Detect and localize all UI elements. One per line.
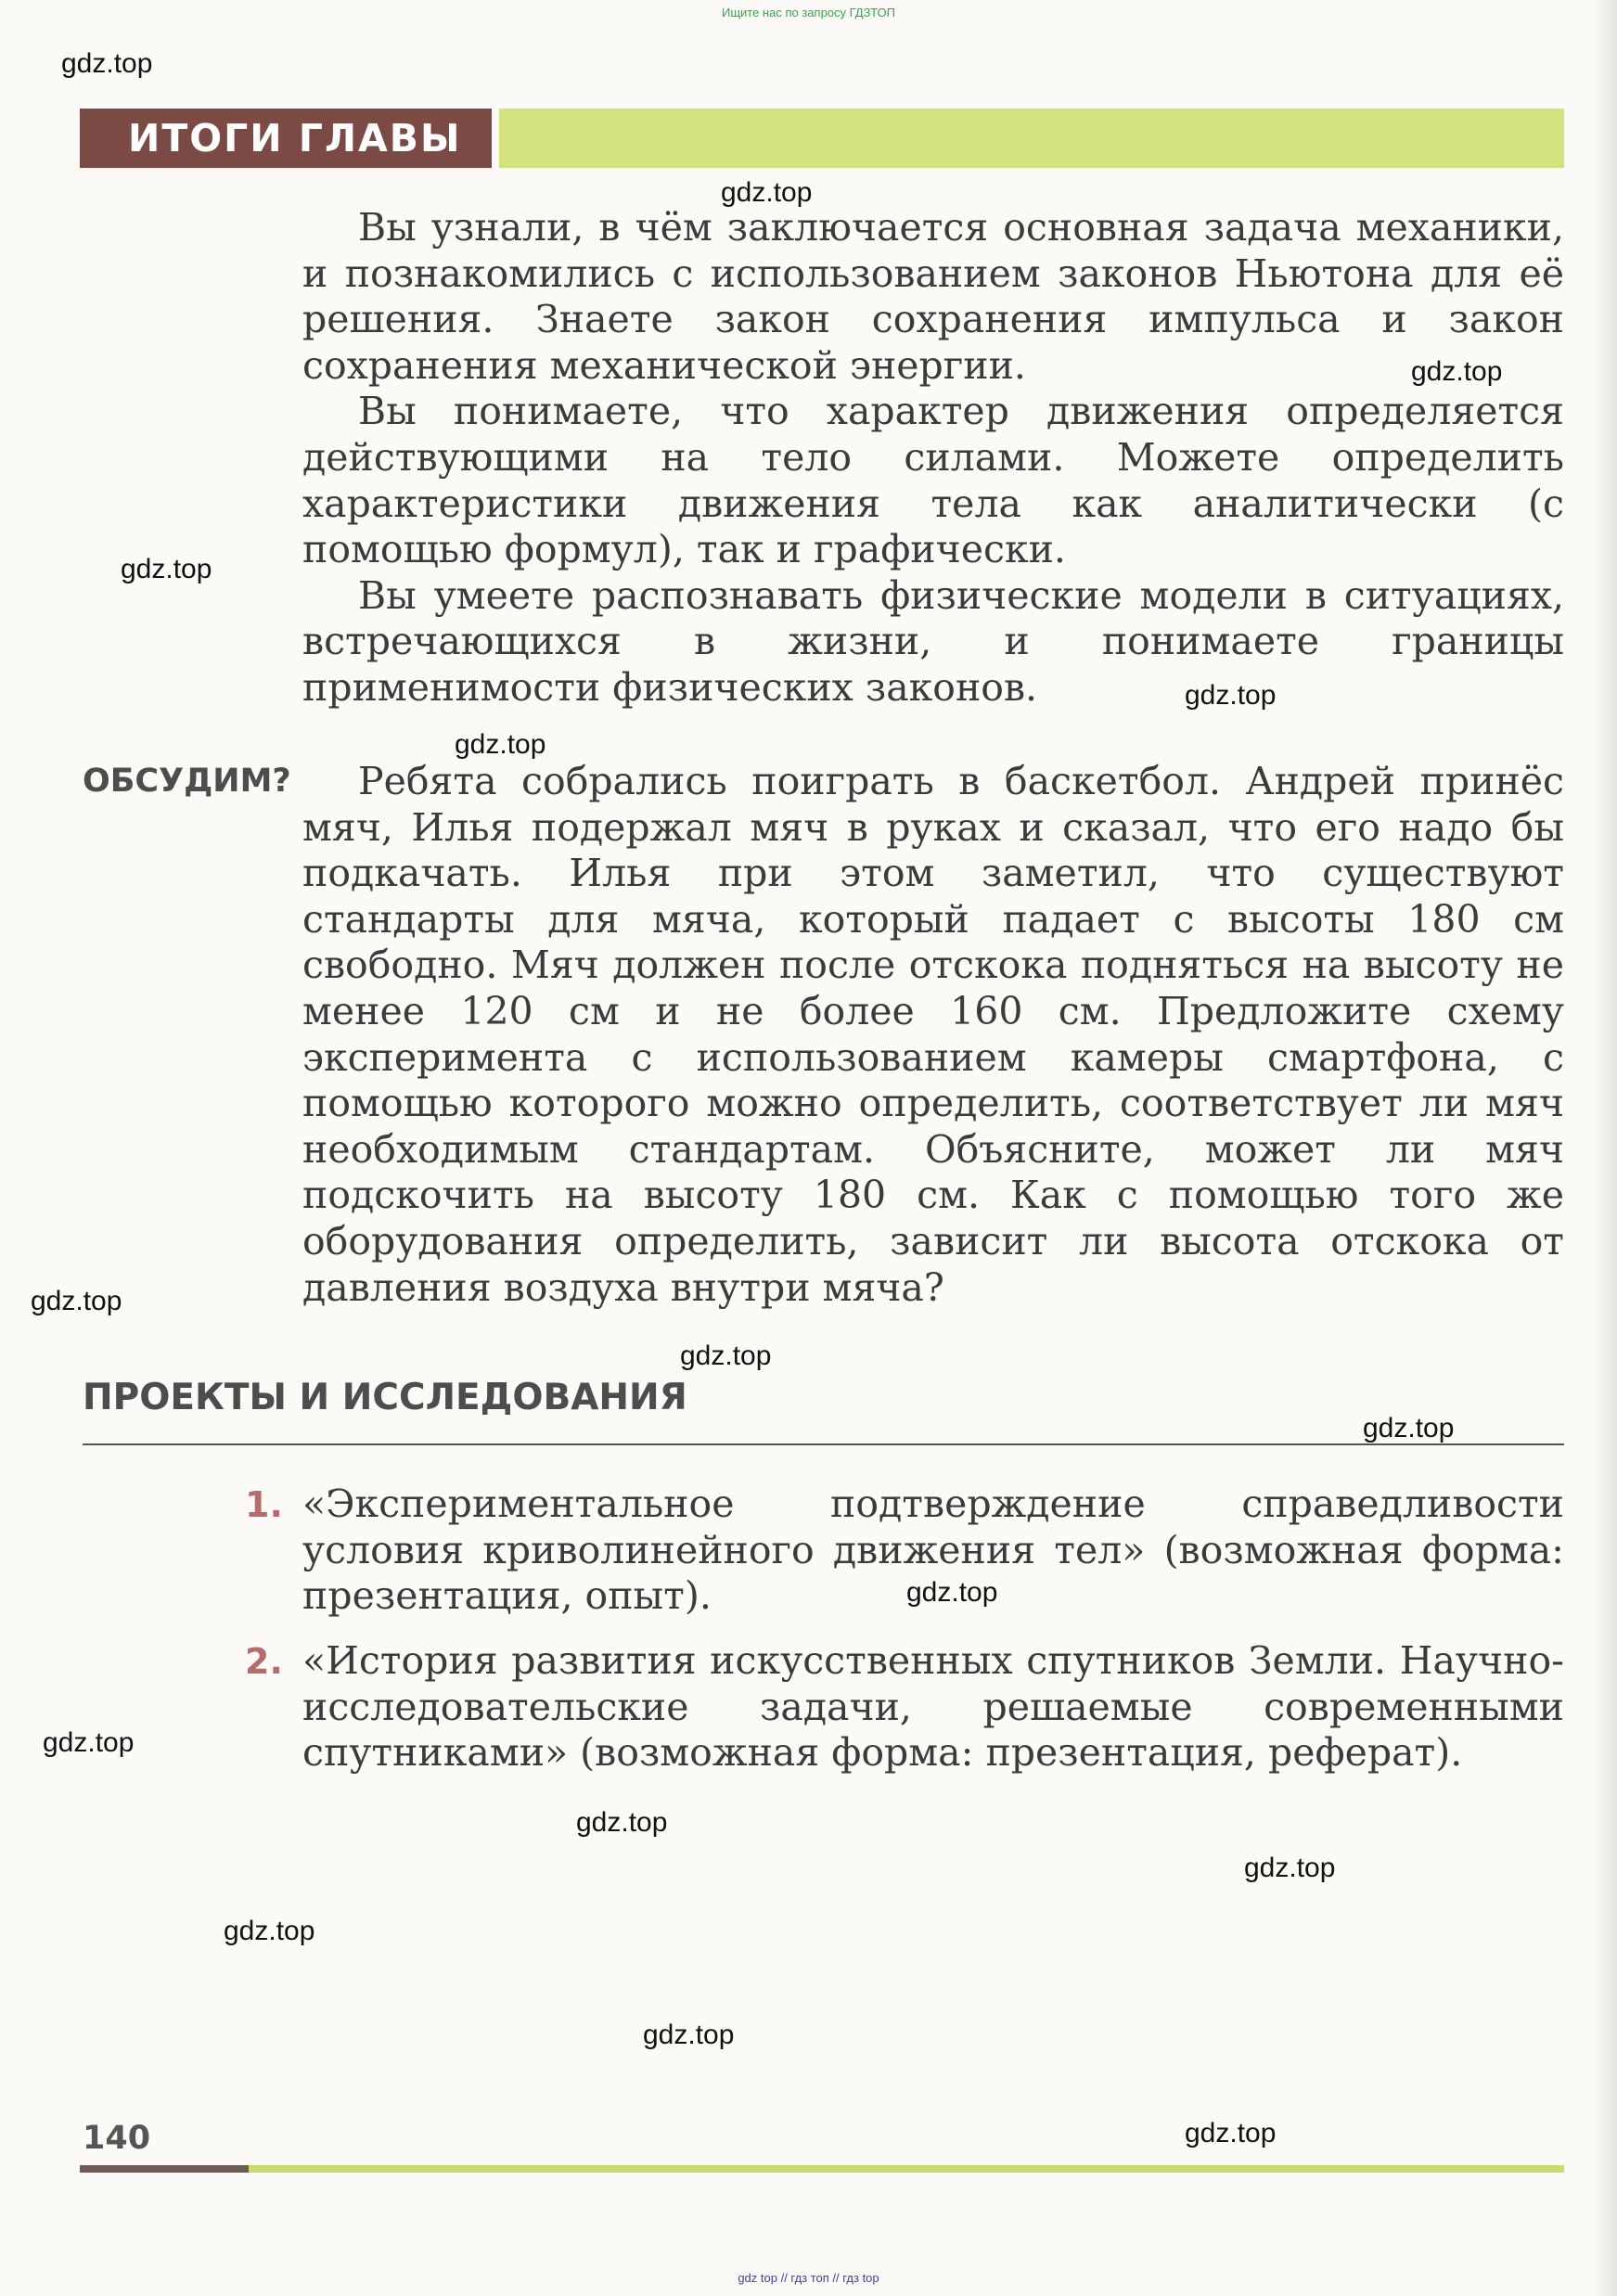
watermark: gdz.top: [643, 2020, 735, 2050]
discuss-block: [302, 759, 1564, 1311]
watermark: gdz.top: [1363, 1413, 1455, 1443]
watermark: gdz.top: [1185, 680, 1277, 711]
watermark: gdz.top: [721, 177, 813, 208]
footer-bar-green: [249, 2165, 1564, 2173]
project-item-text: «История развития искусственных спутников Земли. Научно-исследовательские задачи, решаемые современными спутниками» (возможная форма: презентация, реферат).: [302, 1638, 1564, 1776]
projects-section-title: ПРОЕКТЫ И ИССЛЕДОВАНИЯ: [83, 1377, 687, 1418]
watermark: gdz.top: [576, 1807, 668, 1838]
summary-paragraph: Вы умеете распознавать физические модели в ситуациях, встречающихся в жизни, и понимаете границы применимости физических законов.: [302, 572, 1564, 710]
page-edge-shadow: [1593, 0, 1617, 2296]
discuss-text: Ребята собрались поиграть в баскетбол. Андрей принёс мяч, Илья подержал мяч в руках и сказал, что его надо бы подкачать. Илья при этом заметил, что существуют стандарты для мяча, который падает с высоты 180 см свободно. Мяч должен после отскока подняться на высоту не менее 120 см и не более 160 см. Предложите схему эксперимента с использованием камеры смартфона, с помощью которого можно определить, соответствует ли мяч необходимым стандартам. Объясните, может ли мяч подскочить на высоту 180 см. Как с помощью того же оборудования определить, зависит ли высота отскока от давления воздуха внутри мяча?: [302, 759, 1564, 1310]
footer-bar-dark: [80, 2165, 249, 2173]
watermark: gdz.top: [455, 729, 546, 760]
summary-paragraph: Вы понимаете, что характер движения определяется действующими на тело силами. Можете определить характеристики движения тела как аналитически (с помощью формул), так и графически.: [302, 389, 1564, 572]
bottom-watermark-note: gdz top // гдз топ // гдз top: [738, 2271, 879, 2285]
watermark: gdz.top: [43, 1727, 135, 1758]
watermark: gdz.top: [1244, 1853, 1336, 1883]
section-divider: [83, 1443, 1564, 1445]
watermark: gdz.top: [680, 1340, 772, 1371]
discuss-label: ОБСУДИМ?: [83, 763, 291, 800]
summary-paragraph: Вы узнали, в чём заключается основная задача механики, и познакомились с использованием законов Ньютона для её решения. Знаете закон сохранения импульса и закон сохранения механической энергии.: [302, 205, 1564, 388]
watermark: gdz.top: [1185, 2118, 1277, 2148]
project-item-text: «Экспериментальное подтверждение справедливости условия криволинейного движения тел» (возможная форма: презентация, опыт).: [302, 1481, 1564, 1619]
watermark: gdz.top: [31, 1286, 122, 1316]
watermark: gdz.top: [1411, 356, 1503, 387]
watermark: gdz.top: [224, 1916, 315, 1946]
watermark: gdz.top: [906, 1577, 998, 1608]
watermark: gdz.top: [121, 554, 212, 584]
chapter-summary: [302, 205, 1564, 712]
watermark: gdz.top: [61, 48, 153, 79]
project-item-number: 2.: [245, 1641, 283, 1682]
top-search-note: Ищите нас по запросу ГДЗТОП: [721, 6, 895, 19]
chapter-title: ИТОГИ ГЛАВЫ: [80, 109, 499, 168]
page-number: 140: [83, 2120, 151, 2157]
project-item-number: 1.: [245, 1484, 283, 1525]
